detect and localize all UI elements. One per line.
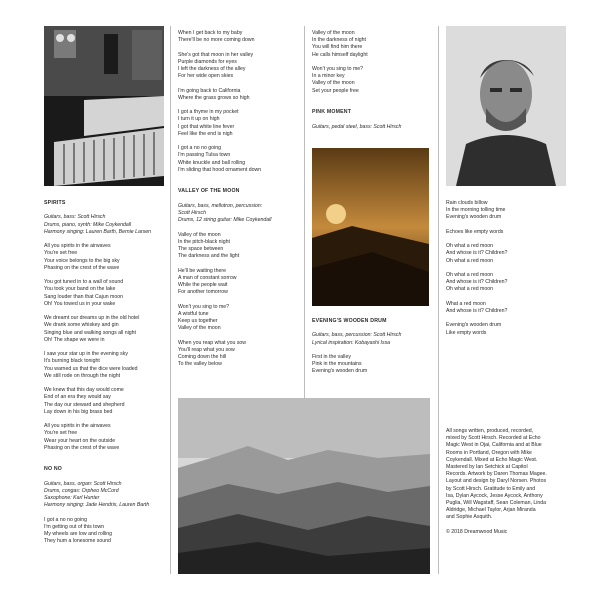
lyric-line: You will find him there	[312, 44, 363, 51]
spacer	[446, 315, 564, 322]
credit-line: Harmony singing: Lauren Barth, Bernie Larsen	[44, 228, 151, 235]
credit-line: Guitars, bass: Scott Hirsch	[44, 214, 106, 221]
lyric-line: I got a no no going	[44, 516, 87, 523]
lyric-line: It's burning black tonight	[44, 358, 100, 365]
liner-note-line: Rooms in Portland, Oregon with Mike	[446, 449, 532, 456]
lyric-line: Purple diamonds for eyes	[178, 58, 237, 65]
credit-line: Drums, 12 string guitar: Mike Coykendall	[178, 217, 272, 224]
lyric-line: We drank some whiskey and gin	[44, 322, 119, 329]
column-2	[178, 30, 298, 368]
credit-line: Saxophone: Karl Hunter	[44, 495, 100, 502]
spacer	[44, 474, 162, 481]
sunset-photo-art	[312, 148, 429, 306]
mountains-photo-art	[178, 398, 430, 574]
lyric-line: When I get back to my baby	[178, 30, 243, 36]
copyright: © 2018 Dreamwood Music	[446, 528, 508, 535]
lyric-line: Phasing on the crest of the wave	[44, 444, 120, 451]
spacer	[312, 102, 432, 109]
lyric-line: I'm getting out of this town	[44, 523, 105, 530]
lyric-line: Valley of the moon	[178, 325, 221, 332]
lyric-line: I got a no no going	[178, 145, 221, 152]
lyric-line: To the valley below	[178, 361, 222, 368]
sunset-photo	[312, 148, 429, 306]
studio-photo-art	[44, 26, 164, 186]
lyric-line: The day our steward and shepherd	[44, 401, 125, 408]
spacer	[178, 138, 298, 145]
spacer	[178, 296, 298, 303]
lyric-line: A man of constant sorrow	[178, 274, 237, 281]
column-3	[312, 30, 432, 131]
lyric-line: Singing blue and walking songs all night	[44, 329, 136, 336]
credit-line: Guitars, bass, percussion: Scott Hirsch	[312, 332, 402, 339]
spacer	[446, 522, 564, 529]
lyric-line: Oh what a red moon	[446, 271, 494, 278]
column-4	[446, 200, 564, 337]
column-divider	[438, 26, 439, 574]
credit-line: Lyrical inspiration: Kobayashi Issa	[312, 339, 391, 346]
song-title-valley-of-the-moon: VALLEY OF THE MOON	[178, 188, 240, 195]
spacer	[178, 260, 298, 267]
lyric-line: Won't you sing to me?	[312, 66, 364, 72]
lyric-line: Oh! You towed us in your wake	[44, 300, 116, 307]
spacer	[446, 294, 564, 301]
liner-note-line: Magic West in Ojai, California and at Blue	[446, 442, 542, 449]
spacer	[44, 416, 162, 423]
spacer	[44, 308, 162, 315]
lyric-line: You're set free	[44, 430, 78, 437]
lyric-line: Oh what a red moon	[446, 257, 494, 264]
credit-line: Guitars, pedal steel, bass: Scott Hirsch	[312, 123, 402, 130]
spacer	[178, 224, 298, 231]
spacer	[44, 236, 162, 243]
liner-note-line: Records. Artwork by Daren Thomas Magee.	[446, 471, 547, 478]
lyric-line: For her wide open skies	[178, 73, 234, 80]
lyric-line: Feel like the end is nigh	[178, 130, 233, 137]
lyric-line: While the people wait	[178, 281, 228, 288]
liner-note-line: and Sophie Asquith.	[446, 514, 493, 521]
liner-note-line: Coykendall. Mixed at Echo Magic West.	[446, 456, 538, 463]
spacer	[178, 80, 298, 87]
lyric-line: We dreamt our dreams up in the old hotel	[44, 315, 140, 322]
spacer	[312, 59, 432, 66]
credit-line: Drums, piano, synth: Mike Coykendall	[44, 221, 132, 228]
lyric-line: Evening's wooden drum	[446, 214, 502, 221]
lyric-line: Oh what a red moon	[446, 286, 494, 293]
portrait-photo	[446, 26, 566, 186]
lyric-line: For another tomorrow	[178, 289, 228, 296]
lyric-line: Phasing on the crest of the wave	[44, 264, 120, 271]
column-1	[44, 200, 162, 546]
column-3-bottom	[312, 318, 432, 376]
liner-note-line: Isa, Dylan Aycock, Jesse Aycock, Anthony	[446, 492, 543, 499]
lyric-line: Valley of the moon	[312, 30, 355, 36]
spacer	[178, 332, 298, 339]
lyric-line: Oh what a red moon	[446, 243, 494, 250]
liner-note-line: Mastered by Ian Setchick at Capitol	[446, 464, 528, 471]
lyric-line: Where the grass grows so high	[178, 94, 250, 101]
spacer	[312, 95, 432, 102]
lyric-line: Valley of the moon	[312, 80, 355, 87]
lyric-line: I left the darkness of the alley	[178, 66, 246, 72]
lyric-line: A wistful tune	[178, 310, 209, 317]
lyric-line: White knuckle and ball rolling	[178, 159, 246, 166]
song-title-spirits: SPIRITS	[44, 200, 66, 206]
lyric-line: First in the valley	[312, 353, 351, 360]
lyric-line: And whose is it? Children?	[446, 250, 508, 257]
mountains-photo	[178, 398, 430, 574]
song-title-evenings-wooden-drum: EVENING'S WOODEN DRUM	[312, 318, 387, 324]
liner-note-line: mixed by Scott Hirsch. Recorded at Echo	[446, 435, 541, 442]
spacer	[446, 236, 564, 243]
lyric-line: I saw your star up in the evening sky	[44, 351, 128, 358]
lyric-line: When you reap what you sow	[178, 339, 247, 346]
portrait-photo-art	[446, 26, 566, 186]
spacer	[44, 207, 162, 214]
lyric-line: Sang louder than that Cajun moon	[44, 293, 124, 300]
lyric-line: My wheels are low and rolling	[44, 531, 113, 538]
spacer	[312, 116, 432, 123]
lyric-line: I got that white line fever	[178, 123, 235, 130]
lyric-line: We knew that this day would come	[44, 387, 124, 394]
lyric-line: You'll reap what you sow	[178, 346, 235, 353]
studio-photo	[44, 26, 164, 186]
spacer	[446, 265, 564, 272]
lyric-line: Your voice belongs to the big sky	[44, 257, 120, 264]
lyric-line: In the darkness of night	[312, 37, 366, 44]
liner-note-line: All songs written, produced, recorded,	[446, 428, 534, 434]
lyric-line: Wear your heart on the outside	[44, 437, 116, 444]
column-divider	[170, 26, 171, 574]
lyric-line: Set your people free	[312, 87, 359, 94]
spacer	[178, 44, 298, 51]
spacer	[178, 102, 298, 109]
lyric-line: Like empty words	[446, 329, 487, 336]
lyric-line: Rain clouds billow	[446, 200, 488, 206]
lyric-line: I'm passing Tulsa town	[178, 152, 231, 159]
lyric-line: You took your band on the lake	[44, 286, 116, 293]
lyric-line: The space between	[178, 245, 224, 252]
lyric-line: You're set free	[44, 250, 78, 257]
lyric-line: They hum a lonesome sound	[44, 538, 111, 545]
lyric-line: I turn it up on high	[178, 116, 220, 123]
lyric-line: I'm sliding that hood ornament down	[178, 166, 262, 173]
lyric-line: All you spirits in the airwaves	[44, 423, 111, 430]
lyric-line: And whose is it? Children?	[446, 307, 508, 314]
spacer	[178, 181, 298, 188]
lyric-line: And whose is it? Children?	[446, 279, 508, 286]
spacer	[44, 510, 162, 517]
spacer	[44, 344, 162, 351]
lyric-line: Evening's wooden drum	[446, 322, 502, 329]
liner-note-line: Aldridge, Michael Taylor, Arjan Miranda	[446, 507, 536, 514]
lyric-line: I got a thyme in my pocket	[178, 109, 239, 116]
lyric-line: We still rode on through the night	[44, 372, 121, 379]
liner-note-line: Puglia, Will Wagstaff, Sean Coleman, Linda	[446, 500, 547, 507]
lyric-line: Coming down the hill	[178, 353, 227, 360]
lyric-line: He calls himself daylight	[312, 51, 368, 58]
credit-line: Scott Hirsch	[178, 209, 206, 216]
lyric-line: What a red moon	[446, 300, 486, 307]
lyric-line: In the morning tolling time	[446, 207, 506, 214]
liner-note-line: Layout and design by Daryl Norsen. Photos	[446, 478, 547, 485]
lyric-line: End of an era they would say	[44, 394, 111, 401]
spacer	[178, 174, 298, 181]
credit-line: Guitars, bass, organ: Scott Hirsch	[44, 480, 122, 487]
lyric-line: Echoes like empty words	[446, 228, 504, 235]
lyric-line: Valley of the moon	[178, 231, 221, 238]
lyric-line: Lay down in his big brass bed	[44, 408, 113, 415]
lyric-line: Evening's wooden drum	[312, 368, 368, 375]
song-title-no-no: NO NO	[44, 466, 63, 473]
lyric-line: In a minor key	[312, 73, 345, 80]
column-4-notes	[446, 428, 564, 536]
liner-note-line: by Scott Hirsch. Gratitude to Emily and	[446, 485, 536, 492]
lyric-line: Keep us together	[178, 317, 218, 324]
lyric-line: You got tuned in to a wall of sound	[44, 279, 124, 286]
lyric-line: She's got that moon in her valley	[178, 51, 254, 58]
lyric-line: Oh! The shape we were in	[44, 336, 105, 343]
lyric-line: Won't you sing to me?	[178, 303, 230, 310]
credit-line: Harmony singing: Jade Hendrix, Lauren Barth	[44, 502, 150, 509]
lyric-line: There'll be no more coming down	[178, 37, 255, 44]
spacer	[446, 222, 564, 229]
song-title-pink-moment: PINK MOMENT	[312, 109, 352, 116]
lyric-line: In the pitch-black night	[178, 238, 230, 245]
credit-line: Drums, congas: Orpheo McCord	[44, 487, 119, 494]
spacer	[44, 459, 162, 466]
spacer	[312, 325, 432, 332]
lyric-line: You warned us that the dice were loaded	[44, 365, 138, 372]
lyric-line: The darkness and the light	[178, 253, 240, 260]
spacer	[44, 272, 162, 279]
spacer	[44, 380, 162, 387]
lyric-line: I'm going back to California	[178, 87, 241, 94]
credit-line: Guitars, bass, mellotron, percussion:	[178, 202, 263, 209]
lyric-line: Pink in the mountains	[312, 361, 362, 368]
lyric-line: All you spirits in the airwaves	[44, 243, 111, 250]
spacer	[178, 196, 298, 203]
spacer	[44, 452, 162, 459]
spacer	[312, 347, 432, 354]
lyric-line: He'll be waiting there	[178, 267, 226, 274]
